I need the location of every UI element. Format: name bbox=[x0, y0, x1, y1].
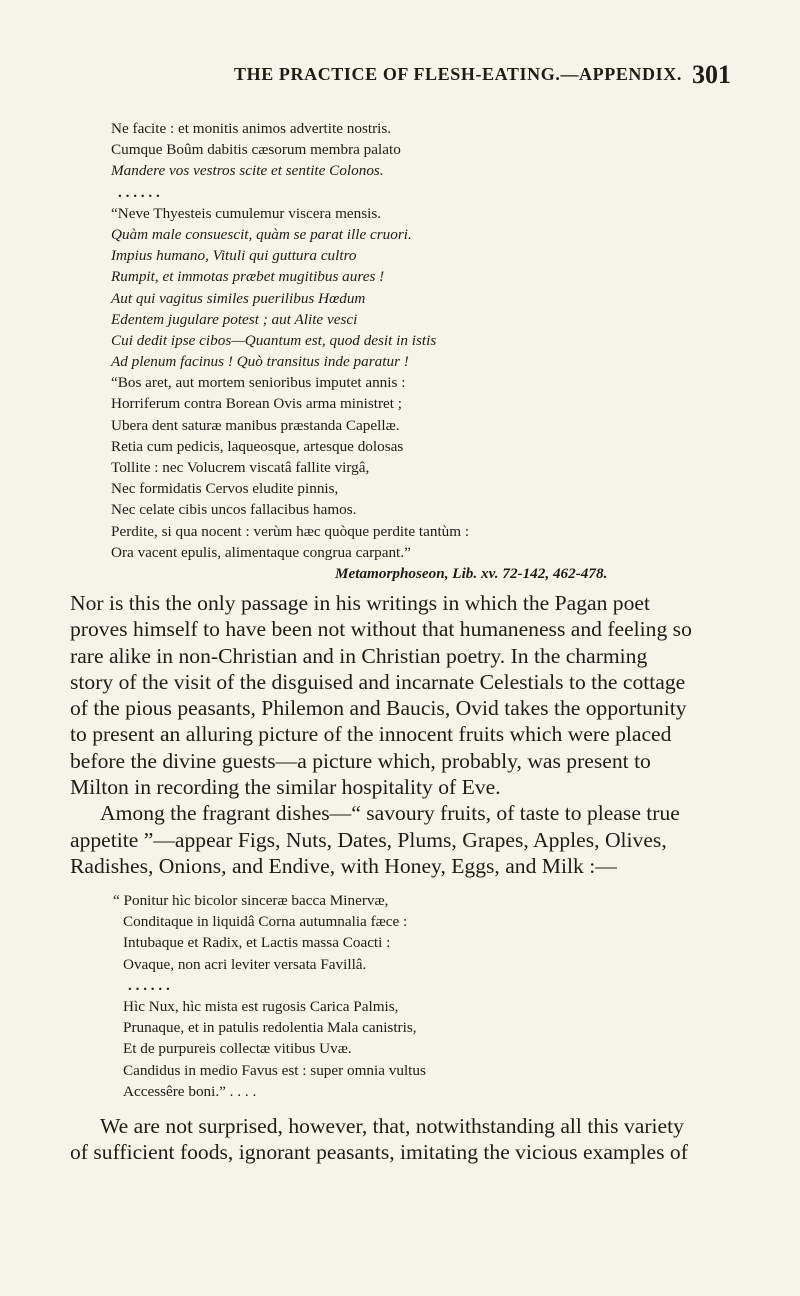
prose-line: appetite ”—appear Figs, Nuts, Dates, Plums, Grapes, Apples, Olives, bbox=[70, 827, 667, 852]
verse-line: “Bos aret, aut mortem senioribus imputet annis : bbox=[111, 374, 406, 392]
prose-line: rare alike in non-Christian and in Christian poetry. In the charming bbox=[70, 643, 648, 668]
prose-line: Milton in recording the similar hospitality of Eve. bbox=[70, 775, 501, 800]
running-head: THE PRACTICE OF FLESH-EATING.—APPENDIX. bbox=[234, 64, 682, 84]
verse-line: Edentem jugulare potest ; aut Alite vesci bbox=[111, 310, 358, 328]
source-citation: Metamorphoseon, Lib. xv. 72-142, 462-478. bbox=[335, 564, 608, 582]
prose-line: of the pious peasants, Philemon and Baucis, Ovid takes the opportunity bbox=[70, 696, 687, 721]
latin-verse-block-2 bbox=[0, 890, 800, 1102]
prose-line: Nor is this the only passage in his writings in which the Pagan poet bbox=[70, 591, 650, 615]
prose-line: proves himself to have been not without that humaneness and feeling so bbox=[70, 617, 692, 642]
verse-line: Ne facite : et monitis animos advertite nostris. bbox=[111, 120, 392, 137]
verse-ellipsis: . . . . . . bbox=[128, 976, 170, 994]
prose-line: Radishes, Onions, and Endive, with Honey, Eggs, and Milk :— bbox=[70, 853, 617, 878]
verse-line: Ubera dent saturæ manibus præstanda Capellæ. bbox=[111, 416, 400, 434]
page-header bbox=[0, 60, 800, 100]
verse-line: Perdite, si qua nocent : verùm hæc quòque perdite tantùm : bbox=[111, 522, 470, 540]
verse-line: “Neve Thyesteis cumulemur viscera mensis. bbox=[111, 204, 382, 222]
latin-verse-block-1 bbox=[0, 118, 800, 584]
verse-line: Ora vacent epulis, alimentaque congrua carpant.” bbox=[111, 543, 411, 561]
verse-line: Retia cum pedicis, laqueosque, artesque dolosas bbox=[111, 437, 404, 455]
page-number: 301 bbox=[692, 60, 731, 89]
verse-line: Tollite : nec Volucrem viscatâ fallite virgâ, bbox=[111, 459, 370, 476]
prose-line: We are not surprised, however, that, notwithstanding all this variety bbox=[100, 1114, 684, 1138]
verse-line: Ad plenum facinus ! Quò transitus inde paratur ! bbox=[111, 353, 409, 371]
verse-line: Nec formidatis Cervos eludite pinnis, bbox=[111, 480, 339, 498]
prose-line: story of the visit of the disguised and incarnate Celestials to the cottage bbox=[70, 669, 686, 694]
prose-line: to present an alluring picture of the innocent fruits which were placed bbox=[70, 722, 672, 747]
verse-line: “ Ponitur hìc bicolor sinceræ bacca Minervæ, bbox=[113, 892, 389, 909]
verse-line: Cui dedit ipse cibos—Quantum est, quod desit in istis bbox=[111, 331, 437, 349]
verse-line: Horriferum contra Borean Ovis arma ministret ; bbox=[111, 395, 403, 413]
prose-line: before the divine guests—a picture which, probably, was present to bbox=[70, 748, 651, 773]
verse-line: Cumque Boûm dabitis cæsorum membra palato bbox=[111, 141, 401, 159]
verse-line: Hìc Nux, hìc mista est rugosis Carica Palmis, bbox=[123, 997, 399, 1015]
verse-line: Candidus in medio Favus est : super omnia vultus bbox=[123, 1061, 426, 1079]
verse-line: Impius humano, Vituli qui guttura cultro bbox=[111, 247, 357, 265]
verse-line: Quàm male consuescit, quàm se parat ille cruori. bbox=[111, 225, 412, 243]
verse-line: Accessêre boni.” . . . . bbox=[123, 1082, 257, 1100]
verse-line: Et de purpureis collectæ vitibus Uvæ. bbox=[123, 1040, 352, 1058]
verse-line: Rumpit, et immotas præbet mugitibus aures ! bbox=[111, 268, 385, 286]
verse-line: Mandere vos vestros scite et sentite Colonos. bbox=[111, 162, 384, 180]
prose-paragraph-2 bbox=[70, 1113, 736, 1166]
prose-paragraph-1 bbox=[70, 590, 736, 879]
verse-ellipsis: . . . . . . bbox=[118, 183, 160, 201]
verse-line: Ovaque, non acri leviter versata Favillâ. bbox=[123, 955, 367, 973]
verse-line: Prunaque, et in patulis redolentia Mala canistris, bbox=[123, 1019, 417, 1037]
verse-line: Aut qui vagitus similes puerilibus Hœdum bbox=[111, 289, 366, 307]
verse-line: Conditaque in liquidâ Corna autumnalia fæce : bbox=[123, 913, 408, 931]
prose-line: of sufficient foods, ignorant peasants, imitating the vicious examples of bbox=[70, 1140, 688, 1165]
verse-line: Intubaque et Radix, et Lactis massa Coacti : bbox=[123, 934, 391, 952]
prose-line: Among the fragrant dishes—“ savoury fruits, of taste to please true bbox=[100, 801, 680, 826]
verse-line: Nec celate cibis uncos fallacibus hamos. bbox=[111, 501, 357, 519]
